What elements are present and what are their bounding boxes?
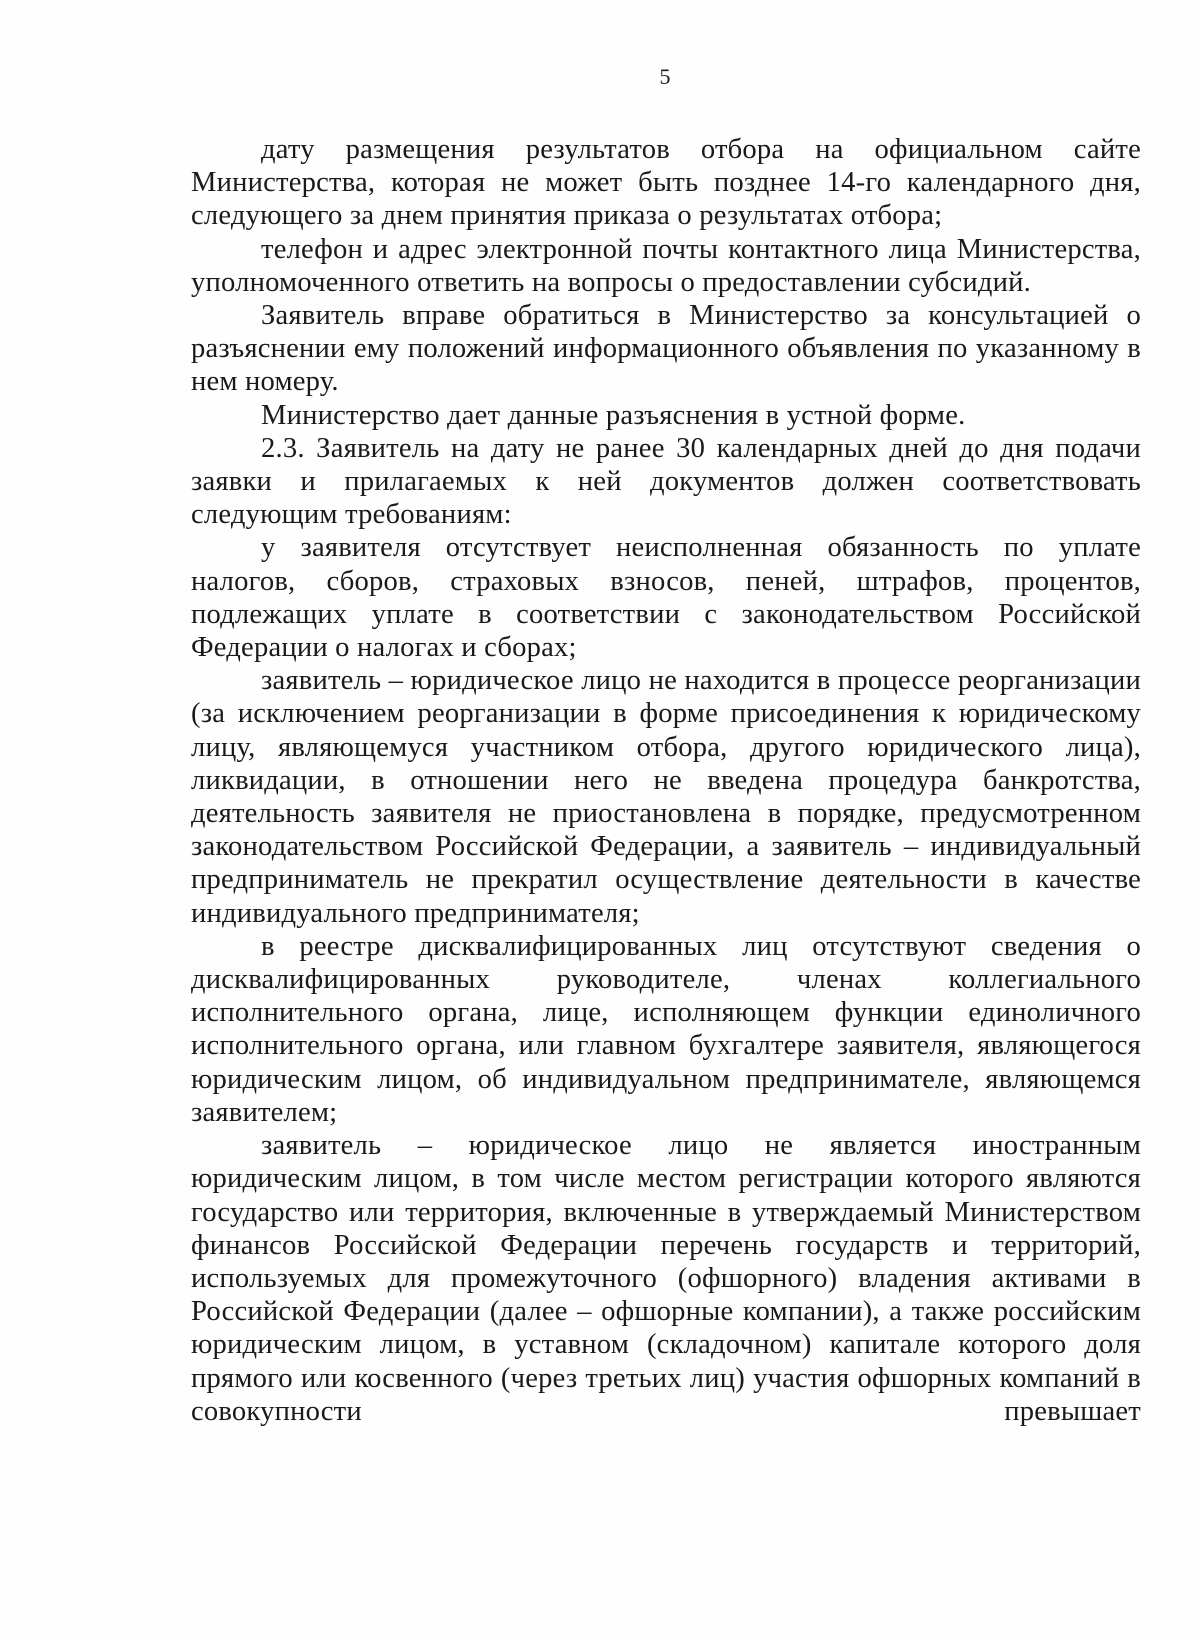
paragraph-contact-info: телефон и адрес электронной почты контактного лица Министерства, уполномоченного ответить на вопросы о предоставлении субсидий. xyxy=(191,233,1141,298)
paragraph-section-2-3: 2.3. Заявитель на дату не ранее 30 календарных дней до дня подачи заявки и прилагаемых к ней документов должен соответствовать следующим требованиям: xyxy=(191,432,1141,531)
paragraph-oral-clarification: Министерство дает данные разъяснения в устной форме. xyxy=(261,399,966,431)
paragraph-disqualified-registry: в реестре дисквалифицированных лиц отсутствуют сведения о дисквалифицированных руководителе, членах коллегиального исполнительного органа, лице, исполняющем функции единоличного исполнительного органа, или главном бухгалтере заявителя, являющегося юридическим лицом, об индивидуальном предпринимателе, являющемся заявителем; xyxy=(191,930,1141,1128)
paragraph-results-date: дату размещения результатов отбора на официальном сайте Министерства, которая не может быть позднее 14-го календарного дня, следующего за днем принятия приказа о результатах отбора; xyxy=(191,134,1141,232)
paragraph-tax-obligations: у заявителя отсутствует неисполненная обязанность по уплате налогов, сборов, страховых взносов, пеней, штрафов, процентов, подлежащих уплате в соответствии с законодательством Российской Федерации о налогах и сборах; xyxy=(191,532,1141,664)
paragraph-consultation: Заявитель вправе обратиться в Министерство за консультацией о разъяснении ему положений информационного объявления по указанному в нем номеру. xyxy=(191,300,1141,398)
document-body xyxy=(191,133,1141,1428)
paragraph-reorganization: заявитель – юридическое лицо не находится в процессе реорганизации (за исключением реорганизации в форме присоединения к юридическому лицу, являющемуся участником отбора, другого юридического лица), ликвидации, в отношении него не введена процедура банкротства, деятельность заявителя не приостановлена в порядке, предусмотренном законодательством Российской Федерации, а заявитель – индивидуальный предприниматель не прекратил осуществление деятельности в качестве индивидуального предпринимателя; xyxy=(191,665,1141,929)
paragraph-offshore: заявитель – юридическое лицо не является иностранным юридическим лицом, в том числе местом регистрации которого являются государство или территория, включенные в утверждаемый Министерством финансов Российской Федерации перечень государств и территорий, используемых для промежуточного (офшорного) владения активами в Российской Федерации (далее – офшорные компании), а также российским юридическим лицом, в уставном (складочном) капитале которого доля прямого или косвенного (через третьих лиц) участия офшорных компаний в совокупности превышает xyxy=(191,1130,1141,1427)
page-number: 5 xyxy=(659,64,671,89)
